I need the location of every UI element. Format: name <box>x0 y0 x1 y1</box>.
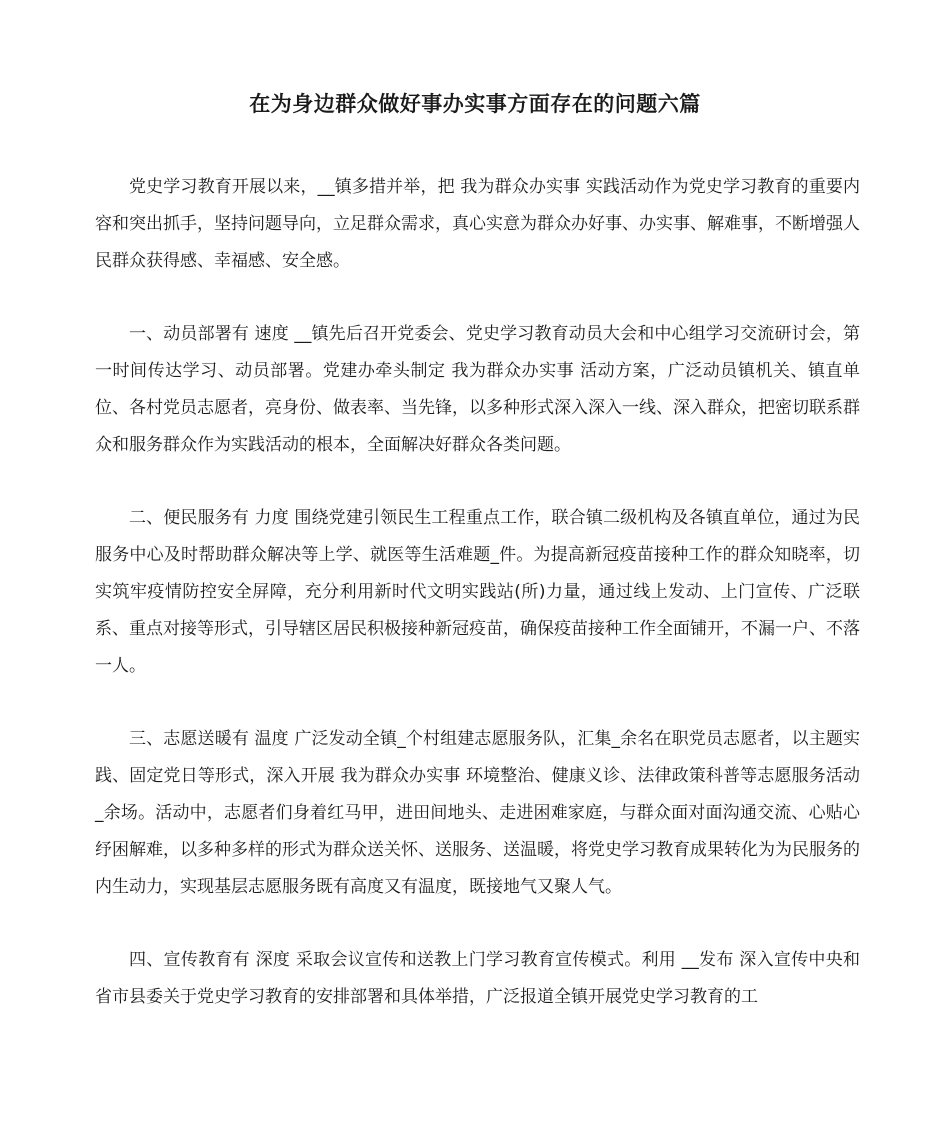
paragraph-section-1: 一、动员部署有 速度 __镇先后召开党委会、党史学习教育动员大会和中心组学习交流研讨会，第一时间传达学习、动员部署。党建办牵头制定 我为群众办实事 活动方案，广泛动员镇机关、镇直单位、各村党员志愿者，亮身份、做表率、当先锋，以多种形式深入深入一线、深入群众，把密切联系群众和服务群众作为实践活动的根本，全面解决好群众各类问题。 <box>95 324 860 455</box>
paragraph-intro: 党史学习教育开展以来，__镇多措并举，把 我为群众办实事 实践活动作为党史学习教育的重要内容和突出抓手，坚持问题导向，立足群众需求，真心实意为群众办好事、办实事、解难事，不断增强人民群众获得感、幸福感、安全感。 <box>95 177 860 271</box>
paragraph-section-2: 二、便民服务有 力度 围绕党建引领民生工程重点工作，联合镇二级机构及各镇直单位，通过为民服务中心及时帮助群众解决等上学、就医等生活难题_件。为提高新冠疫苗接种工作的群众知晓率，切实筑牢疫情防控安全屏障，充分利用新时代文明实践站(所)力量，通过线上发动、上门宣传、广泛联系、重点对接等形式，引导辖区居民积极接种新冠疫苗，确保疫苗接种工作全面铺开，不漏一户、不落一人。 <box>95 508 860 676</box>
paragraph-section-4: 四、宣传教育有 深度 采取会议宣传和送教上门学习教育宣传模式。利用 __发布 深入宣传中央和省市县委关于党史学习教育的安排部署和具体举措，广泛报道全镇开展党史学习教育的工 <box>95 950 860 1007</box>
document-body <box>95 169 860 1052</box>
paragraph-section-3: 三、志愿送暖有 温度 广泛发动全镇_个村组建志愿服务队，汇集_余名在职党员志愿者，以主题实践、固定党日等形式，深入开展 我为群众办实事 环境整治、健康义诊、法律政策科普等志愿服务活动_余场。活动中，志愿者们身着红马甲，进田间地头、走进困难家庭，与群众面对面沟通交流、心贴心纾困解难，以多种多样的形式为群众送关怀、送服务、送温暖，将党史学习教育成果转化为为民服务的内生动力，实现基层志愿服务既有高度又有温度，既接地气又聚人气。 <box>95 729 860 897</box>
document-title: 在为身边群众做好事办实事方面存在的问题六篇 <box>249 92 701 116</box>
